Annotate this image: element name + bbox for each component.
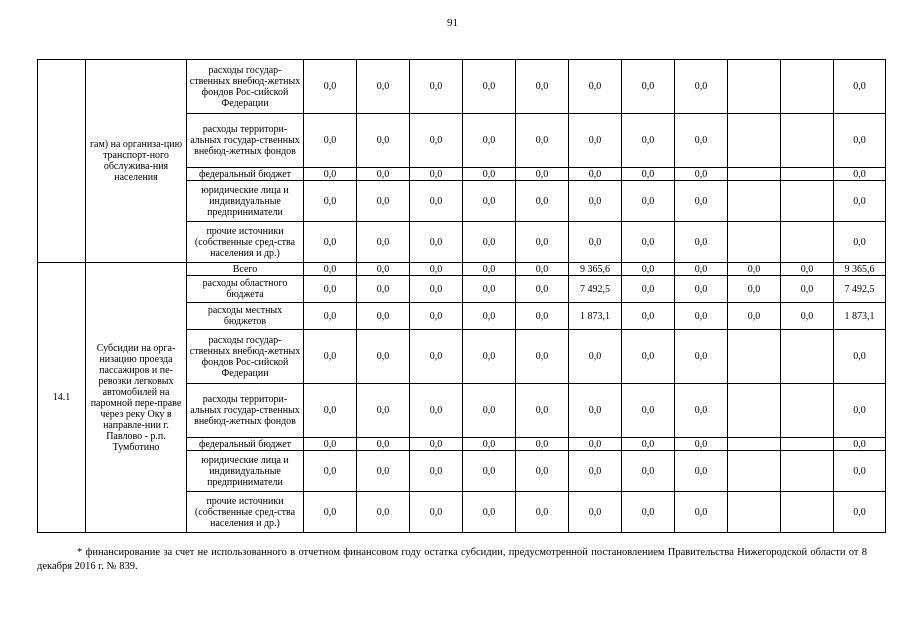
value-cell [781,114,834,168]
value-cell [728,438,781,451]
value-cell: 0,0 [834,222,886,263]
page-number: 91 [447,17,458,29]
value-cell: 7 492,5 [834,276,886,303]
value-cell: 0,0 [728,276,781,303]
value-cell: 0,0 [675,168,728,181]
value-cell: 0,0 [834,438,886,451]
value-cell: 0,0 [516,330,569,384]
value-cell: 0,0 [675,384,728,438]
value-cell: 0,0 [304,451,357,492]
value-cell: 0,0 [357,181,410,222]
value-cell: 7 492,5 [569,276,622,303]
value-cell: 0,0 [410,303,463,330]
funding-source-cell: федеральный бюджет [187,168,304,181]
value-cell: 0,0 [834,114,886,168]
value-cell: 0,0 [304,181,357,222]
value-cell: 0,0 [357,384,410,438]
value-cell: 0,0 [675,222,728,263]
value-cell: 0,0 [304,263,357,276]
value-cell: 0,0 [516,60,569,114]
value-cell: 0,0 [834,330,886,384]
value-cell [781,222,834,263]
value-cell: 0,0 [622,60,675,114]
value-cell: 0,0 [304,114,357,168]
value-cell: 0,0 [357,168,410,181]
value-cell: 0,0 [463,384,516,438]
value-cell: 0,0 [463,276,516,303]
value-cell: 0,0 [516,168,569,181]
value-cell [781,330,834,384]
table-row [38,263,886,276]
value-cell: 0,0 [675,181,728,222]
value-cell: 9 365,6 [834,263,886,276]
value-cell: 0,0 [463,60,516,114]
value-cell: 0,0 [463,330,516,384]
value-cell: 0,0 [516,438,569,451]
value-cell: 0,0 [569,451,622,492]
funding-source-cell: расходы областного бюджета [187,276,304,303]
value-cell: 0,0 [410,222,463,263]
value-cell: 0,0 [410,451,463,492]
value-cell: 0,0 [675,303,728,330]
value-cell: 0,0 [304,60,357,114]
value-cell: 0,0 [304,222,357,263]
value-cell: 0,0 [357,492,410,533]
value-cell: 0,0 [516,492,569,533]
value-cell [728,492,781,533]
value-cell: 0,0 [569,114,622,168]
value-cell [728,114,781,168]
value-cell: 0,0 [410,384,463,438]
value-cell: 0,0 [622,276,675,303]
value-cell [781,168,834,181]
value-cell [781,492,834,533]
value-cell: 0,0 [410,276,463,303]
value-cell: 0,0 [834,181,886,222]
value-cell: 0,0 [834,492,886,533]
value-cell: 0,0 [622,168,675,181]
value-cell: 0,0 [516,114,569,168]
value-cell [781,384,834,438]
value-cell: 0,0 [622,263,675,276]
value-cell: 0,0 [410,330,463,384]
value-cell: 0,0 [622,451,675,492]
value-cell: 0,0 [622,303,675,330]
funding-source-cell: прочие источники (собственные сред-ства населения и др.) [187,222,304,263]
value-cell: 0,0 [463,438,516,451]
value-cell: 0,0 [675,492,728,533]
value-cell: 0,0 [622,438,675,451]
value-cell: 0,0 [410,181,463,222]
value-cell: 0,0 [675,276,728,303]
value-cell: 0,0 [675,263,728,276]
row-number-cell: 14.1 [38,263,86,533]
value-cell: 0,0 [410,492,463,533]
value-cell: 0,0 [357,438,410,451]
funding-source-cell: расходы территори-альных государ-ственных внебюд-жетных фондов [187,114,304,168]
value-cell: 0,0 [569,222,622,263]
funding-source-cell: прочие источники (собственные сред-ства населения и др.) [187,492,304,533]
value-cell: 0,0 [516,384,569,438]
value-cell: 0,0 [410,168,463,181]
table-row [38,60,886,114]
value-cell: 0,0 [357,263,410,276]
value-cell: 0,0 [463,181,516,222]
value-cell: 0,0 [357,330,410,384]
value-cell: 0,0 [569,168,622,181]
value-cell: 0,0 [357,276,410,303]
value-cell: 0,0 [410,438,463,451]
value-cell: 0,0 [304,168,357,181]
value-cell: 9 365,6 [569,263,622,276]
value-cell: 0,0 [357,222,410,263]
value-cell: 0,0 [304,330,357,384]
value-cell: 0,0 [569,330,622,384]
value-cell: 0,0 [675,60,728,114]
value-cell [728,181,781,222]
funding-source-cell: расходы территори-альных государ-ственных внебюд-жетных фондов [187,384,304,438]
value-cell: 0,0 [569,492,622,533]
value-cell: 0,0 [304,492,357,533]
value-cell: 0,0 [622,181,675,222]
measure-name-cell: гам) на организа-цию транспорт-ного обслужива-ния населения [86,60,187,263]
value-cell: 0,0 [516,263,569,276]
value-cell: 0,0 [622,384,675,438]
value-cell: 0,0 [728,263,781,276]
funding-source-cell: федеральный бюджет [187,438,304,451]
value-cell [728,222,781,263]
row-number-cell [38,60,86,263]
value-cell: 0,0 [781,263,834,276]
value-cell [728,330,781,384]
funding-source-cell: расходы государ-ственных внебюд-жетных фондов Рос-сийской Федерации [187,60,304,114]
value-cell [728,451,781,492]
value-cell: 0,0 [516,222,569,263]
value-cell: 0,0 [463,222,516,263]
value-cell: 0,0 [463,263,516,276]
funding-source-cell: Всего [187,263,304,276]
value-cell [728,168,781,181]
funding-table [37,59,886,533]
value-cell: 1 873,1 [834,303,886,330]
measure-name-cell: Субсидии на орга-низацию проезда пассажиров и пе-ревозки легковых автомобилей на паромной пере-праве через реку Оку в направле-нии г. Павлово - р.п. Тумботино [86,263,187,533]
value-cell: 0,0 [569,181,622,222]
funding-source-cell: расходы местных бюджетов [187,303,304,330]
funding-source-cell: юридические лица и индивидуальные предприниматели [187,181,304,222]
value-cell: 0,0 [357,60,410,114]
value-cell: 0,0 [516,303,569,330]
value-cell: 0,0 [622,492,675,533]
value-cell: 0,0 [569,60,622,114]
value-cell [728,384,781,438]
value-cell: 0,0 [675,451,728,492]
value-cell: 0,0 [463,303,516,330]
value-cell: 0,0 [569,438,622,451]
funding-source-cell: юридические лица и индивидуальные предприниматели [187,451,304,492]
value-cell: 0,0 [410,60,463,114]
value-cell: 0,0 [675,114,728,168]
value-cell: 0,0 [569,384,622,438]
value-cell: 0,0 [463,492,516,533]
value-cell: 0,0 [463,114,516,168]
value-cell: 1 873,1 [569,303,622,330]
value-cell: 0,0 [781,303,834,330]
value-cell: 0,0 [675,438,728,451]
value-cell: 0,0 [516,276,569,303]
value-cell [781,60,834,114]
value-cell [781,181,834,222]
value-cell: 0,0 [357,114,410,168]
value-cell: 0,0 [410,263,463,276]
value-cell: 0,0 [357,303,410,330]
value-cell: 0,0 [834,168,886,181]
value-cell: 0,0 [728,303,781,330]
value-cell: 0,0 [622,330,675,384]
value-cell: 0,0 [834,451,886,492]
value-cell: 0,0 [304,303,357,330]
value-cell [728,60,781,114]
footnote: * финансирование за счет не использованного в отчетном финансовом году остатка субсидии, предусмотренной постановлением Правительства Нижегородской области от 8 декабря 2016 г. № 839. [37,547,867,572]
value-cell: 0,0 [516,181,569,222]
value-cell: 0,0 [516,451,569,492]
value-cell: 0,0 [463,451,516,492]
value-cell: 0,0 [304,438,357,451]
value-cell: 0,0 [622,114,675,168]
value-cell: 0,0 [781,276,834,303]
value-cell [781,451,834,492]
value-cell: 0,0 [834,384,886,438]
funding-source-cell: расходы государ-ственных внебюд-жетных фондов Рос-сийской Федерации [187,330,304,384]
value-cell: 0,0 [834,60,886,114]
value-cell: 0,0 [410,114,463,168]
value-cell: 0,0 [675,330,728,384]
value-cell [781,438,834,451]
value-cell: 0,0 [357,451,410,492]
value-cell: 0,0 [622,222,675,263]
value-cell: 0,0 [304,276,357,303]
value-cell: 0,0 [304,384,357,438]
value-cell: 0,0 [463,168,516,181]
